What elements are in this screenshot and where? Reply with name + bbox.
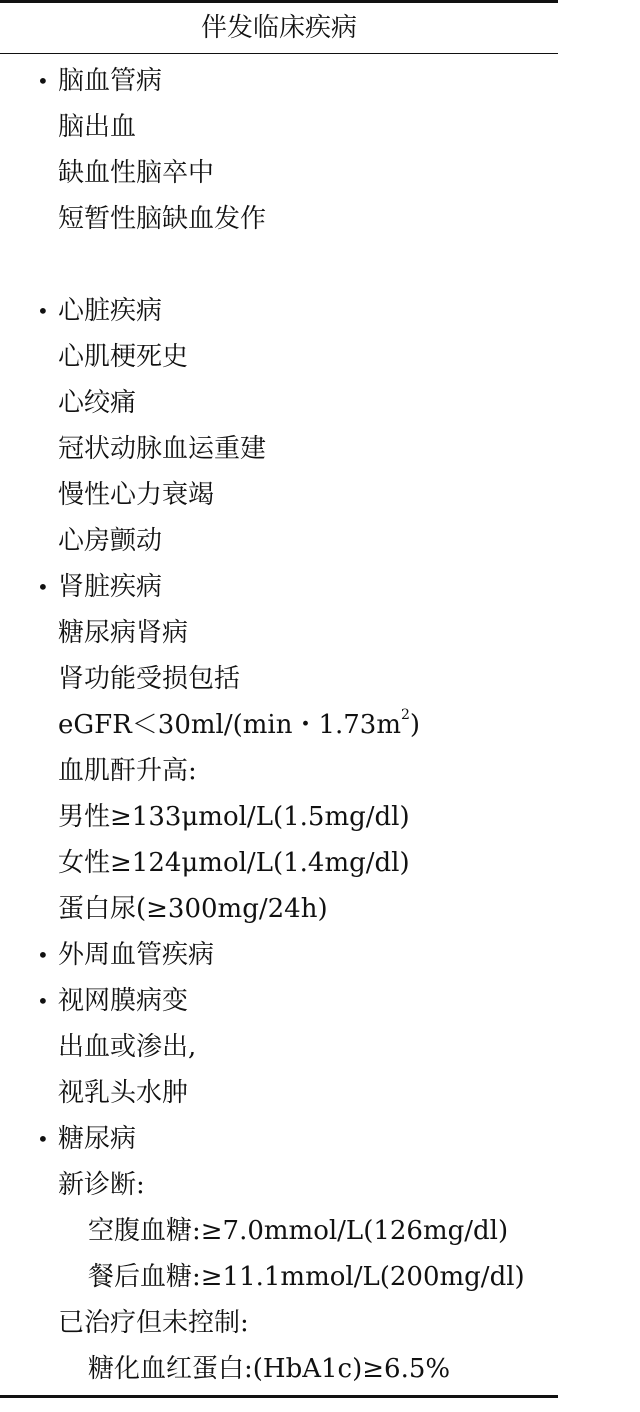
list-item-text: 糖尿病肾病 [58, 618, 189, 648]
list-item-text: 缺血性脑卒中 [58, 158, 215, 188]
list-item-text: 肾功能受损包括 [58, 664, 241, 694]
table-top-rule [0, 0, 558, 3]
list-item [58, 1165, 145, 1205]
category-heading [58, 935, 214, 975]
list-item [58, 337, 188, 377]
list-item-text: 蛋白尿(≥300mg/24h) [58, 894, 328, 924]
list-item-text: 脑血管病 [58, 66, 163, 96]
list-item-text: 脑出血 [58, 112, 137, 142]
list-item-text: 糖化血红蛋白:(HbA1c)≥6.5% [88, 1354, 451, 1384]
list-item [58, 797, 410, 837]
list-item-text: 空腹血糖:≥7.0mmol/L(126mg/dl) [88, 1216, 509, 1246]
list-item-text-tail: ) [409, 710, 421, 740]
list-item [58, 751, 197, 791]
sub-criterion [88, 1257, 525, 1297]
table-header-rule [0, 53, 558, 54]
bullet-marker: • [37, 943, 49, 967]
list-item-text: 心肌梗死史 [58, 342, 189, 372]
category-heading [58, 291, 162, 331]
bullet-marker: • [37, 989, 49, 1013]
list-item [58, 429, 266, 469]
list-item [58, 1073, 188, 1113]
category-heading [58, 981, 188, 1021]
sub-criterion [88, 1349, 450, 1389]
list-item [58, 843, 410, 883]
list-item [58, 889, 328, 929]
bullet-marker: • [37, 69, 49, 93]
list-item [58, 199, 266, 239]
list-item-text: 餐后血糖:≥11.1mmol/L(200mg/dl) [88, 1262, 525, 1292]
superscript: 2 [401, 707, 410, 724]
category-heading [58, 61, 162, 101]
bullet-marker: • [37, 1127, 49, 1151]
list-item-text: 新诊断: [58, 1170, 145, 1200]
table-bottom-rule [0, 1395, 558, 1398]
bullet-marker: • [37, 575, 49, 599]
table-header: 伴发临床疾病 [200, 13, 357, 43]
list-item-text: 出血或渗出, [58, 1032, 197, 1062]
list-item-text: 女性≥124μmol/L(1.4mg/dl) [58, 848, 410, 878]
list-item-text: 视网膜病变 [58, 986, 189, 1016]
list-item [58, 475, 214, 515]
list-item-text: 血肌酐升高: [58, 756, 197, 786]
list-item-text: 糖尿病 [58, 1124, 137, 1154]
list-item [58, 383, 136, 423]
list-item-text: 心绞痛 [58, 388, 137, 418]
list-item [58, 659, 240, 699]
category-heading [58, 567, 162, 607]
list-item-text: eGFR＜30ml/(min・1.73m [58, 710, 401, 740]
list-item [58, 1303, 249, 1343]
list-item [58, 1027, 196, 1067]
list-item [58, 153, 214, 193]
category-heading [58, 1119, 136, 1159]
list-item-text: 心房颤动 [58, 526, 163, 556]
bullet-marker: • [37, 299, 49, 323]
list-item-text: 慢性心力衰竭 [58, 480, 215, 510]
list-item [58, 521, 162, 561]
list-item-text: 男性≥133μmol/L(1.5mg/dl) [58, 802, 410, 832]
sub-criterion [88, 1211, 508, 1251]
list-item [58, 705, 420, 745]
list-item [58, 107, 136, 147]
list-item-text: 短暂性脑缺血发作 [58, 204, 267, 234]
list-item-text: 冠状动脉血运重建 [58, 434, 267, 464]
list-item-text: 肾脏疾病 [58, 572, 163, 602]
list-item [58, 613, 188, 653]
list-item-text: 外周血管疾病 [58, 940, 215, 970]
list-item-text: 已治疗但未控制: [58, 1308, 249, 1338]
list-item-text: 视乳头水肿 [58, 1078, 189, 1108]
list-item-text: 心脏疾病 [58, 296, 163, 326]
